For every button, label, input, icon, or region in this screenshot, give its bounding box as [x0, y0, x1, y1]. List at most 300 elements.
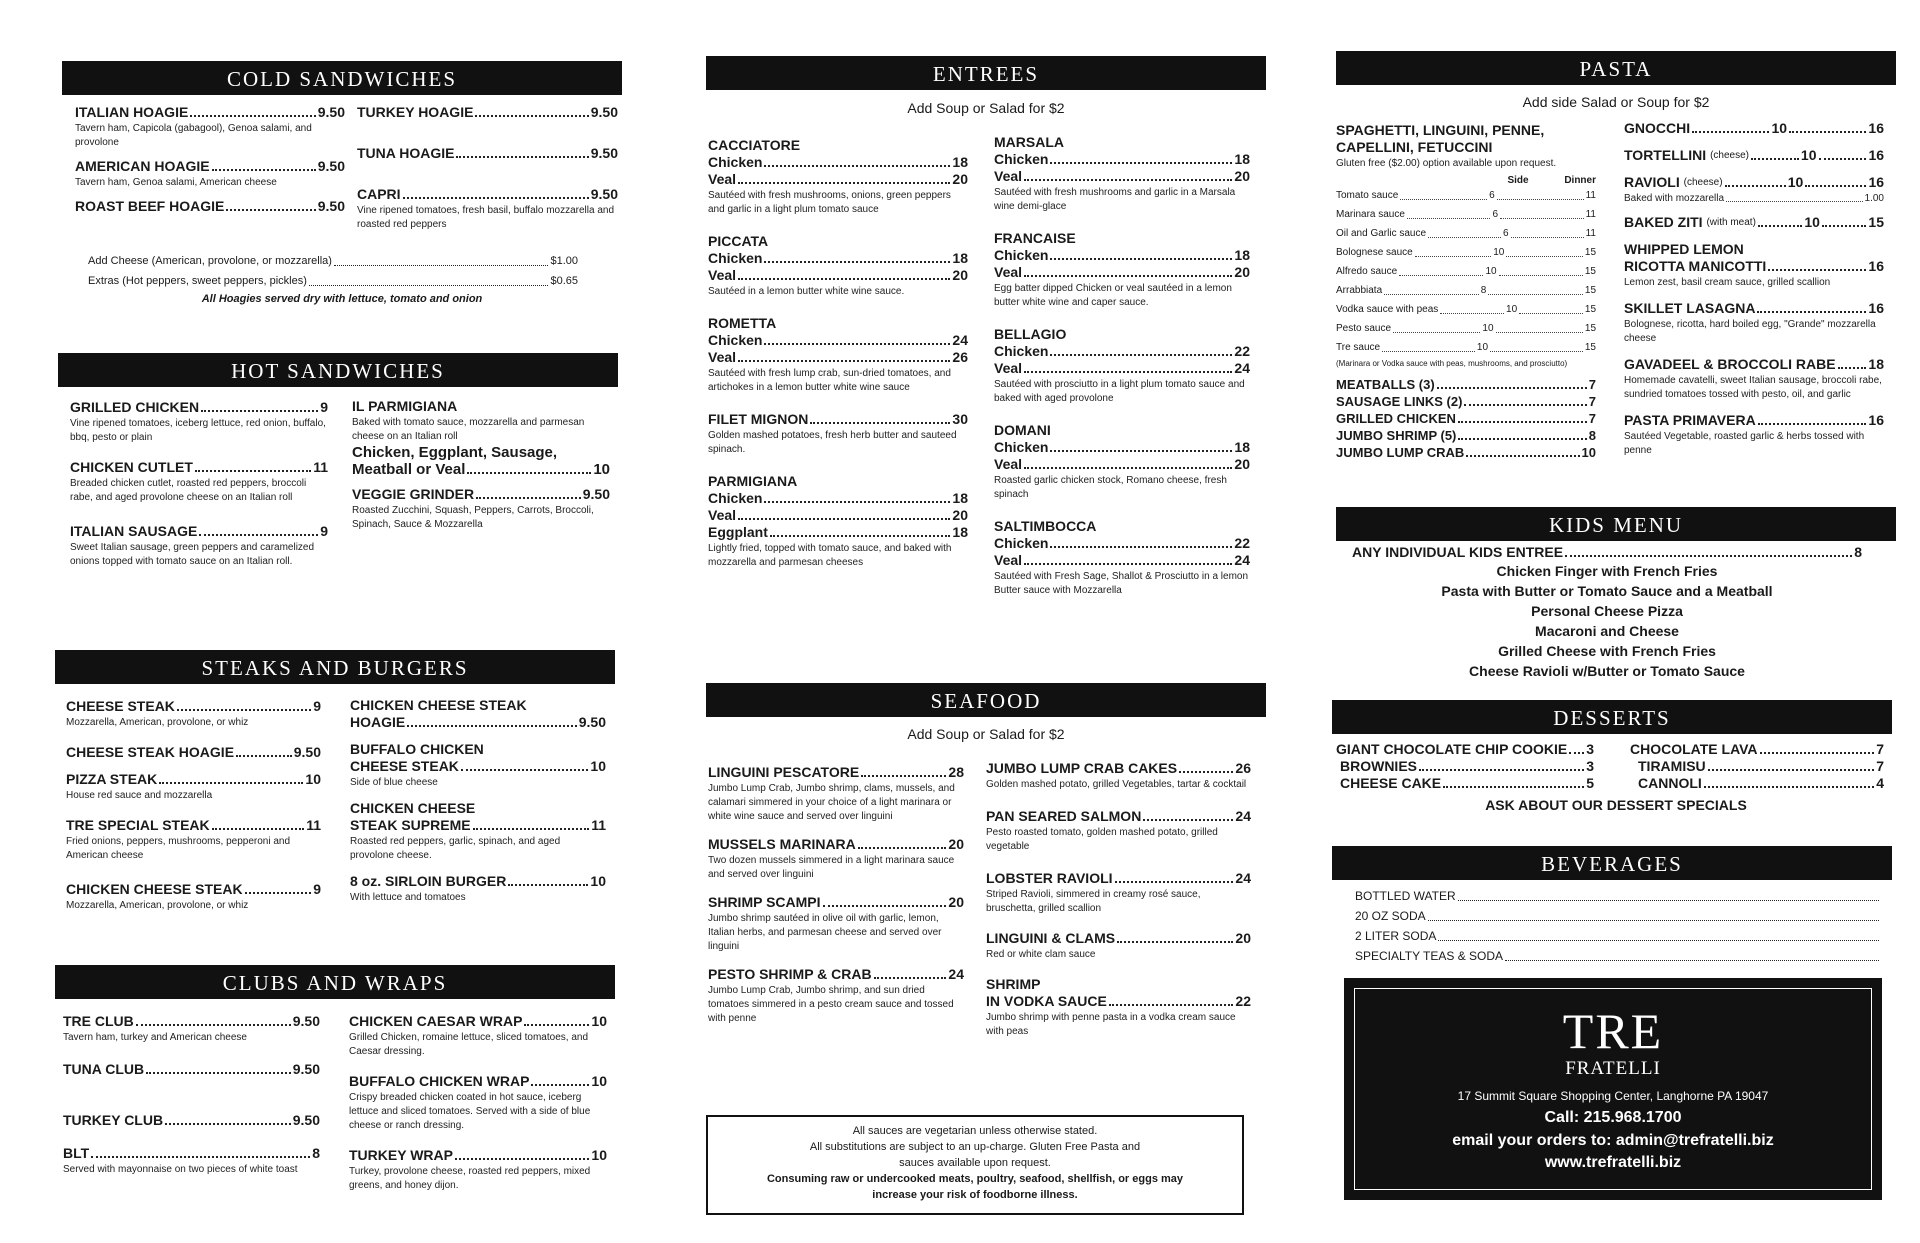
cold-right-column [357, 104, 618, 240]
beverages-list [1355, 886, 1881, 966]
cold-left-column [75, 104, 345, 223]
variant-name: Chicken [994, 535, 1049, 551]
item-price: 28 [948, 764, 964, 780]
entrees-subtitle: Add Soup or Salad for $2 [907, 100, 1065, 116]
item-name: CHEESE STEAK HOAGIE [66, 744, 235, 760]
item-desc: Sautéed with fresh mushrooms, onions, green peppers and garlic in a light plum tomato sauce [708, 190, 951, 215]
sauce-side-price: 6 [1492, 209, 1499, 220]
addon-name: MEATBALLS (3) [1336, 377, 1435, 392]
item-name: MARSALA [994, 134, 1064, 150]
item-price: 24 [1235, 808, 1251, 824]
item-name: ROMETTA [708, 315, 777, 331]
item-desc: Two dozen mussels simmered in a light marinara sauce and served over linguini [708, 855, 955, 880]
notice-line: All substitutions are subject to an up-charge. Gluten Free Pasta and [809, 1141, 1141, 1153]
item-name: GRILLED CHICKEN [70, 399, 200, 415]
sauce-dinner-price: 11 [1585, 209, 1596, 220]
cold-sandwiches-header [62, 61, 622, 95]
variant-price: 22 [1234, 535, 1250, 551]
item-price: 18 [1868, 356, 1884, 372]
item-price: 24 [948, 966, 964, 982]
item-desc: Sautéed with fresh mushrooms and garlic in a Marsala wine demi-glace [994, 187, 1236, 212]
item-price: 10 [593, 461, 610, 478]
allergy-notice [706, 1115, 1244, 1215]
pasta-addon [1336, 427, 1596, 444]
addon-price: $0.65 [550, 275, 578, 287]
sauce-dinner-price: 15 [1584, 323, 1597, 334]
menu-item [63, 1112, 320, 1129]
item-price: 9.50 [292, 1013, 320, 1029]
item-price: 9.50 [292, 1061, 320, 1077]
item-name: CHEESE STEAK [350, 758, 459, 774]
item-name: HOAGIE [350, 714, 406, 730]
pasta-subtitle: Add side Salad or Soup for $2 [1522, 94, 1710, 110]
kids-option: Macaroni and Cheese [1535, 623, 1679, 639]
variant-name: Veal [708, 349, 737, 365]
dot-leader [1466, 444, 1579, 457]
dot-leader [1440, 300, 1504, 314]
menu-item [1624, 174, 1884, 206]
sauce-row [1336, 319, 1596, 338]
dot-leader [738, 171, 950, 184]
variant-price: 26 [952, 349, 968, 365]
item-desc: Lemon zest, basil cream sauce, grilled scallion [1624, 277, 1831, 288]
item-price: 11 [306, 817, 321, 833]
dot-leader [1496, 319, 1583, 333]
sauce-name: Bolognese sauce [1336, 247, 1413, 258]
gluten-free-note: Gluten free ($2.00) option available upon request. [1336, 158, 1557, 169]
hot-left-column [70, 399, 328, 577]
menu-item [349, 1147, 607, 1193]
sauce-name: Pesto sauce [1336, 323, 1392, 334]
dot-leader [1500, 205, 1584, 219]
brand-box [1344, 978, 1882, 1200]
addon-name: GRILLED CHICKEN [1336, 411, 1456, 426]
item-name: FILET MIGNON [708, 411, 809, 427]
addon-price: 10 [1581, 445, 1596, 460]
item-name: TUNA HOAGIE [357, 145, 455, 161]
item-name: VEGGIE GRINDER [352, 486, 475, 502]
sauce-name: Vodka sauce with peas [1336, 304, 1439, 315]
dessert-name: GIANT CHOCOLATE CHIP COOKIE [1336, 741, 1568, 757]
pasta-addon [1336, 393, 1596, 410]
variant-price: 20 [952, 507, 968, 523]
item-name: GAVADEEL & BROCCOLI RABE [1624, 356, 1836, 372]
menu-item [1624, 214, 1884, 231]
item-variant [708, 524, 968, 541]
dessert-specials-note: ASK ABOUT OUR DESSERT SPECIALS [1485, 797, 1747, 813]
item-price: 10 [305, 771, 321, 787]
section-title: BEVERAGES [1541, 852, 1683, 876]
variant-price: 18 [952, 250, 968, 266]
variant-name: Chicken [994, 247, 1049, 263]
item-name: TRE SPECIAL STEAK [66, 817, 210, 833]
item-price: 10 [591, 1147, 607, 1163]
sauce-side-price: 6 [1489, 190, 1495, 201]
variant-name: Chicken [708, 490, 763, 506]
item-price: 9.50 [317, 198, 345, 214]
item-name: 8 oz. SIRLOIN BURGER [350, 873, 507, 889]
item-name: PAN SEARED SALMON [986, 808, 1142, 824]
dot-leader [1399, 262, 1483, 276]
item-desc: Sautéed with Fresh Sage, Shallot & Prosciutto in a lemon Butter sauce with Mozzarella [994, 571, 1249, 596]
section-title: COLD SANDWICHES [226, 67, 458, 91]
item-side-price: 10 [1771, 120, 1788, 136]
pasta-left-column [1336, 122, 1596, 461]
menu-item [349, 1013, 607, 1059]
item-name: TURKEY HOAGIE [357, 104, 474, 120]
item-desc: Mozzarella, American, provolone, or whiz [66, 900, 249, 911]
item-desc: Jumbo Lump Crab, Jumbo shrimp, clams, mussels, and calamari simmered in your choice of a light marinara or white wine sauce and served over linguini [708, 783, 955, 822]
item-price: 9.50 [582, 486, 610, 502]
item-desc: Vine ripened tomatoes, iceberg lettuce, red onion, buffalo, bbq, pesto or plain [70, 418, 326, 443]
sauce-side-price: 10 [1506, 304, 1518, 315]
menu-item [350, 697, 606, 731]
variant-price: 24 [952, 332, 968, 348]
item-variant [994, 456, 1250, 473]
sauce-dinner-price: 15 [1584, 285, 1597, 296]
variant-price: 18 [952, 524, 968, 540]
variant-price: 24 [1234, 552, 1250, 568]
item-desc: Sweet Italian sausage, green peppers and caramelized onions topped with tomato sauce on an Italian roll. [70, 542, 315, 567]
item-price: 9 [320, 523, 328, 539]
dot-leader [1050, 535, 1232, 548]
item-note: (cheese) [1683, 177, 1723, 188]
dot-leader [1464, 393, 1586, 406]
menu-item [986, 930, 1251, 962]
beverage-name: BOTTLED WATER [1355, 889, 1456, 903]
variant-price: 24 [1234, 360, 1250, 376]
menu-item [1624, 300, 1884, 346]
item-name: ITALIAN SAUSAGE [70, 523, 198, 539]
brand-phone: Call: 215.968.1700 [1544, 1109, 1682, 1126]
menu-item [357, 186, 618, 232]
brand-logo-subtitle: FRATELLI [1565, 1058, 1661, 1079]
section-title: CLUBS AND WRAPS [222, 971, 448, 995]
item-price: 16 [1868, 258, 1884, 274]
menu-item [66, 744, 321, 761]
item-price: 16 [1868, 147, 1885, 163]
dot-leader [1400, 186, 1487, 200]
sauce-dinner-price: 11 [1585, 190, 1596, 201]
item-name: GNOCCHI [1624, 120, 1691, 136]
section-title: KIDS MENU [1548, 513, 1684, 537]
item-name: TUNA CLUB [63, 1061, 145, 1077]
menu-item [708, 473, 968, 570]
item-name: CHEESE STEAK [66, 698, 175, 714]
section-title: ENTREES [932, 62, 1040, 86]
item-name: TORTELLINI [1624, 147, 1707, 163]
item-name: PASTA PRIMAVERA [1624, 412, 1756, 428]
variant-name: Veal [708, 267, 737, 283]
pasta-addon [1336, 444, 1596, 461]
item-price: 16 [1868, 120, 1884, 136]
extra-price: 1.00 [1864, 193, 1884, 204]
menu-item [708, 137, 968, 217]
item-desc: Tavern ham, turkey and American cheese [63, 1032, 247, 1043]
item-desc: Baked with tomato sauce, mozzarella and parmesan cheese on an Italian roll [352, 417, 585, 442]
menu-item [63, 1061, 320, 1078]
item-name: BELLAGIO [994, 326, 1067, 342]
sauce-dinner-price: 15 [1584, 247, 1597, 258]
beverage-name: 2 LITER SODA [1355, 929, 1437, 943]
menu-item [986, 870, 1251, 916]
desserts-left-column [1336, 741, 1594, 792]
dessert-name: TIRAMISU [1638, 758, 1706, 774]
item-name: CHICKEN CAESAR WRAP [349, 1013, 523, 1029]
item-price: 9.50 [578, 714, 606, 730]
sauce-row [1336, 186, 1596, 205]
item-name: PIZZA STEAK [66, 771, 158, 787]
item-price: 16 [1868, 412, 1884, 428]
sauce-side-price: 6 [1503, 228, 1509, 239]
item-price: 20 [1235, 930, 1251, 946]
variant-name: Veal [708, 507, 737, 523]
variant-name: Chicken [708, 250, 763, 266]
dot-leader [1024, 456, 1232, 469]
sauce-dinner-price: 15 [1584, 342, 1596, 353]
seafood-header [706, 683, 1266, 717]
item-price: 10 [591, 1013, 607, 1029]
sauce-side-price: 10 [1493, 247, 1505, 258]
menu-item [66, 771, 321, 803]
menu-item [708, 411, 968, 457]
item-price: 9.50 [590, 104, 618, 120]
menu-item [986, 808, 1251, 854]
beverage-name: 20 OZ SODA [1355, 909, 1426, 923]
menu-item [350, 873, 606, 905]
kids-option: Cheese Ravioli w/Butter or Tomato Sauce [1469, 663, 1745, 679]
kids-entree-price: 8 [1854, 544, 1862, 560]
dot-leader [738, 507, 950, 520]
notice-line: sauces available upon request. [899, 1157, 1051, 1169]
dot-leader [1024, 552, 1232, 565]
item-desc: Golden mashed potato, grilled Vegetables, tartar & cocktail [986, 779, 1247, 790]
menu-item-il-parmigiana [352, 398, 610, 478]
section-title: STEAKS AND BURGERS [201, 656, 469, 680]
variant-name: Chicken [994, 343, 1049, 359]
dot-leader [810, 411, 950, 424]
variant-name: Veal [994, 552, 1023, 568]
item-price: 9.50 [590, 145, 618, 161]
kids-entree-label: ANY INDIVIDUAL KIDS ENTREE [1352, 544, 1564, 560]
item-name-line: CHICKEN CHEESE [350, 800, 476, 816]
dot-leader [764, 490, 950, 503]
menu-item [75, 104, 345, 150]
kids-option: Personal Cheese Pizza [1531, 603, 1683, 619]
variant-price: 20 [952, 171, 968, 187]
variant-name: Veal [708, 171, 737, 187]
addon-name: Extras (Hot peppers, sweet peppers, pickles) [88, 275, 307, 287]
addon-price: 8 [1588, 428, 1596, 443]
item-variant [994, 168, 1250, 185]
menu-item [63, 1145, 320, 1177]
item-name-row [994, 326, 1250, 343]
menu-item [70, 399, 328, 445]
item-side-price: 10 [1800, 147, 1817, 163]
variant-name: Chicken [708, 332, 763, 348]
dot-leader [1490, 338, 1583, 352]
dot-leader [1024, 168, 1232, 181]
addon-name: JUMBO LUMP CRAB [1336, 445, 1465, 460]
item-options: Chicken, Eggplant, Sausage, [352, 444, 558, 461]
dot-leader [1050, 439, 1232, 452]
desserts-right-column [1630, 741, 1884, 792]
menu-item [1624, 412, 1884, 458]
dinner-column-label: Dinner [1564, 175, 1596, 186]
item-name: TRE CLUB [63, 1013, 134, 1029]
item-name-row [994, 518, 1250, 535]
variant-price: 22 [1234, 343, 1250, 359]
seafood-right-column [986, 760, 1251, 1047]
item-note: (with meat) [1706, 217, 1756, 228]
menu-item [1624, 147, 1884, 164]
tre-sauce-note: (Marinara or Vodka sauce with peas, mushrooms, and prosciutto) [1336, 359, 1568, 368]
item-price: 9.50 [317, 104, 345, 120]
dot-leader [1511, 224, 1584, 238]
menu-item [63, 1013, 320, 1045]
item-price: 20 [948, 836, 964, 852]
notice-line: All sauces are vegetarian unless otherwise stated. [852, 1125, 1098, 1137]
item-variant [708, 171, 968, 188]
menu-item [75, 198, 345, 215]
menu-item [708, 764, 964, 824]
sauce-row [1336, 338, 1596, 357]
item-desc: Pesto roasted tomato, golden mashed potato, grilled vegetable [986, 827, 1218, 852]
dessert-price: 3 [1586, 741, 1594, 757]
dot-leader [1050, 151, 1232, 164]
variant-price: 18 [1234, 247, 1250, 263]
sauce-name: Tre sauce [1336, 342, 1381, 353]
item-variant [994, 552, 1250, 569]
menu-item [994, 134, 1250, 214]
item-variant [994, 151, 1250, 168]
item-variant [994, 360, 1250, 377]
menu-item [994, 518, 1250, 598]
item-name: RICOTTA MANICOTTI [1624, 258, 1767, 274]
item-name: AMERICAN HOAGIE [75, 158, 210, 174]
item-name: FRANCAISE [994, 230, 1076, 246]
item-price: 10 [591, 1073, 607, 1089]
item-name: LOBSTER RAVIOLI [986, 870, 1113, 886]
sauce-row [1336, 300, 1596, 319]
dot-leader [770, 524, 951, 537]
steaks-left-column [66, 698, 321, 921]
beverages-header [1332, 846, 1892, 880]
item-name: CAPRI [357, 186, 401, 202]
sauce-dinner-price: 15 [1584, 266, 1596, 277]
item-name-row [708, 233, 968, 250]
clubs-left-column [63, 1013, 320, 1185]
dot-leader [764, 332, 950, 345]
item-price: 24 [1235, 870, 1251, 886]
dot-leader [1506, 243, 1583, 257]
item-desc: Striped Ravioli, simmered in creamy rosé sauce, bruschetta, grilled scallion [986, 889, 1201, 914]
seafood-left-column [708, 764, 964, 1034]
clubs-wraps-header [55, 965, 615, 999]
sauce-name: Tomato sauce [1336, 190, 1399, 201]
hot-right-column [352, 398, 610, 540]
item-desc: Baked with mozzarella [1624, 193, 1725, 204]
item-variant [708, 490, 968, 507]
variant-name: Veal [994, 456, 1023, 472]
entrees-right-column [994, 134, 1250, 614]
variant-name: Chicken [994, 151, 1049, 167]
item-name: STEAK SUPREME [350, 817, 471, 833]
menu-item [994, 326, 1250, 406]
item-name-row [708, 411, 968, 428]
item-price: 9 [313, 698, 321, 714]
item-desc: Tavern ham, Genoa salami, American cheese [75, 177, 277, 188]
item-desc: Red or white clam sauce [986, 949, 1096, 960]
item-name: ROAST BEEF HOAGIE [75, 198, 225, 214]
dot-leader [1519, 300, 1583, 314]
addon-price: 7 [1588, 411, 1596, 426]
dot-leader [1488, 281, 1583, 295]
sauce-row [1336, 243, 1596, 262]
item-name-row [708, 137, 968, 154]
dot-leader [1458, 427, 1586, 440]
item-name: BAKED ZITI [1624, 214, 1703, 230]
seafood-subtitle: Add Soup or Salad for $2 [907, 726, 1065, 742]
variant-name: Veal [994, 264, 1023, 280]
dot-leader [1382, 338, 1475, 352]
variant-price: 20 [952, 267, 968, 283]
item-desc: With lettuce and tomatoes [350, 892, 466, 903]
variant-name: Chicken [708, 154, 763, 170]
menu-item [708, 836, 964, 882]
item-desc: Jumbo shrimp with penne pasta in a vodka cream sauce with peas [986, 1012, 1236, 1037]
cold-footnote: All Hoagies served dry with lettuce, tomato and onion [201, 293, 483, 305]
variant-price: 18 [1234, 151, 1250, 167]
item-desc: Golden mashed potatoes, fresh herb butter and sauteed spinach. [708, 430, 957, 455]
steaks-right-column [350, 697, 606, 913]
sauce-side-price: 10 [1476, 342, 1489, 353]
item-price: 9.50 [317, 158, 345, 174]
desserts-header [1332, 700, 1892, 734]
item-price: 11 [591, 817, 606, 833]
dot-leader [1415, 243, 1492, 257]
addon-name: SAUSAGE LINKS (2) [1336, 394, 1463, 409]
menu-item [708, 233, 968, 299]
item-desc: Jumbo Lump Crab, Jumbo shrimp, and sun dried tomatoes simmered in a pesto cream sauce and tossed with penne [708, 985, 954, 1024]
item-name: PICCATA [708, 233, 769, 249]
item-name: LINGUINI & CLAMS [986, 930, 1116, 946]
item-desc: Tavern ham, Capicola (gabagool), Genoa salami, and provolone [75, 123, 312, 148]
item-price: 9.50 [292, 1112, 320, 1128]
dot-leader [1437, 376, 1587, 389]
item-price: 9.50 [293, 744, 321, 760]
menu-item [66, 817, 321, 863]
dessert-price: 5 [1586, 775, 1594, 791]
sauce-columns-header [1336, 175, 1596, 186]
sauce-name: Arrabbiata [1336, 285, 1383, 296]
item-name: CACCIATORE [708, 137, 801, 153]
sauce-row [1336, 281, 1596, 300]
item-name: PESTO SHRIMP & CRAB [708, 966, 872, 982]
item-name-row [708, 315, 968, 332]
section-title: SEAFOOD [930, 689, 1042, 713]
item-desc: Breaded chicken cutlet, roasted red peppers, broccoli rabe, and aged provolone cheese on an Italian roll [70, 478, 307, 503]
pasta-addon [1336, 376, 1596, 393]
menu-item [350, 741, 606, 790]
item-name: BLT [63, 1145, 90, 1161]
dessert-name: CANNOLI [1638, 775, 1702, 791]
dot-leader [1407, 205, 1491, 219]
item-desc: Lightly fried, topped with tomato sauce, and baked with mozzarella and parmesan cheeses [708, 543, 952, 568]
menu-item [994, 230, 1250, 310]
section-title: PASTA [1579, 57, 1653, 81]
variant-price: 18 [952, 154, 968, 170]
